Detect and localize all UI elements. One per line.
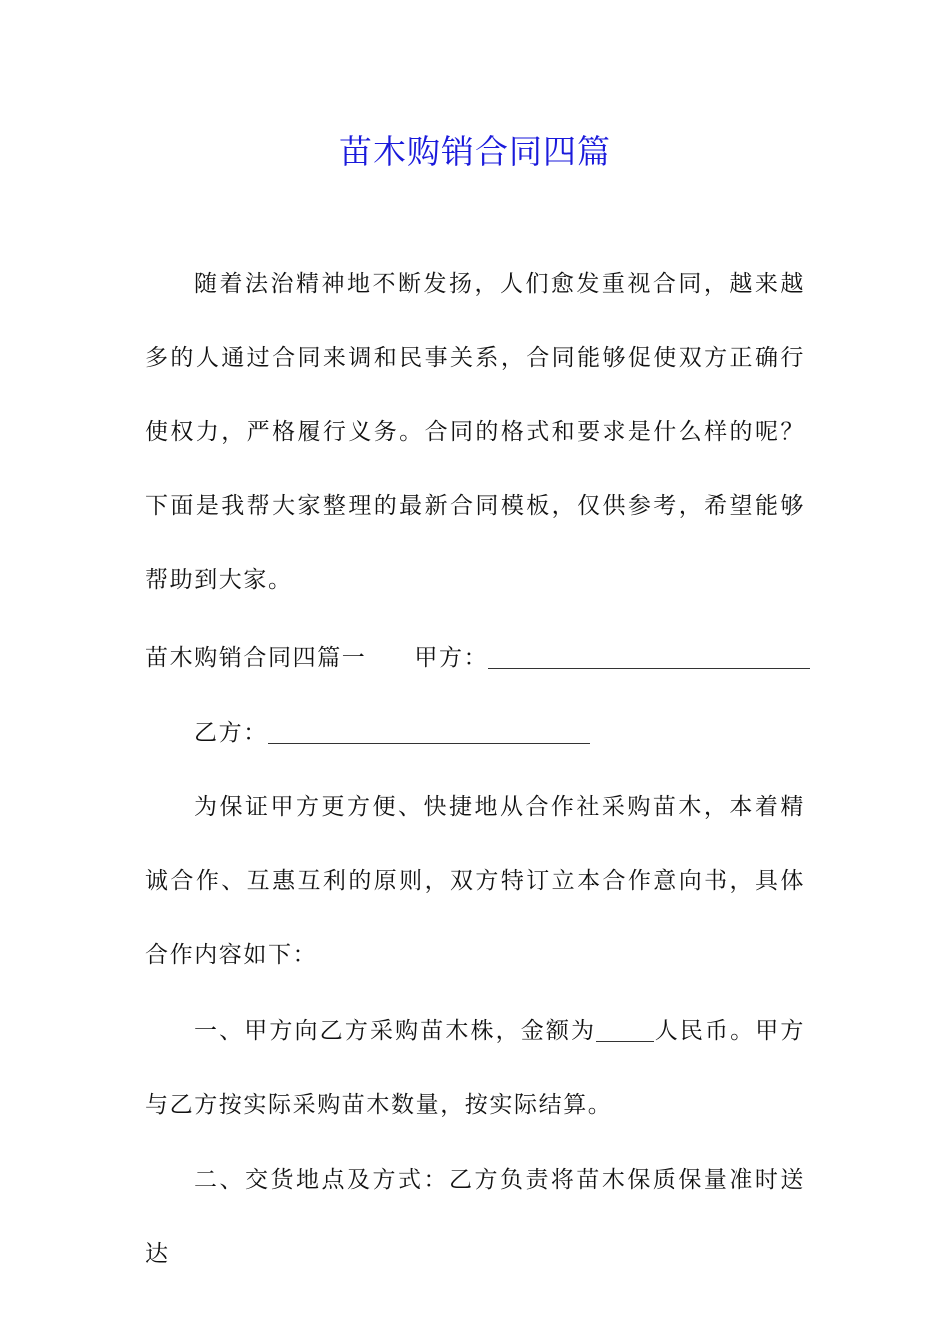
section-heading: 苗木购销合同四篇一: [145, 645, 367, 671]
party-b-label: 乙方：: [194, 720, 268, 746]
clause-1-paragraph: [145, 994, 805, 1142]
clause-2-paragraph: 二、交货地点及方式：乙方负责将苗木保质保量准时送达: [145, 1167, 805, 1267]
document-title: 苗木购销合同四篇: [339, 132, 611, 171]
purpose-paragraph: 为保证甲方更方便、快捷地从合作社采购苗木，本着精诚合作、互惠互利的原则，双方特订立本合作意向书，具体合作内容如下：: [145, 794, 805, 968]
party-a-label: 甲方：: [414, 645, 489, 671]
amount-blank: [596, 1019, 654, 1042]
intro-paragraph: 随着法治精神地不断发扬，人们愈发重视合同，越来越多的人通过合同来调和民事关系，合同能够促使双方正确行使权力，严格履行义务。合同的格式和要求是什么样的呢？下面是我帮大家整理的最新合同模板，仅供参考，希望能够帮助到大家。: [145, 271, 805, 593]
party-b-line: [194, 713, 590, 753]
party-a-blank: [488, 646, 810, 669]
clause-1-text-after: 人民币。甲方与乙方按实际采购苗木数量，按实际结算。: [145, 1018, 805, 1118]
party-b-blank: [268, 721, 590, 744]
party-a-line: [145, 638, 810, 678]
clause-1-text-before: 一、甲方向乙方采购苗木株，金额为: [194, 1018, 597, 1044]
